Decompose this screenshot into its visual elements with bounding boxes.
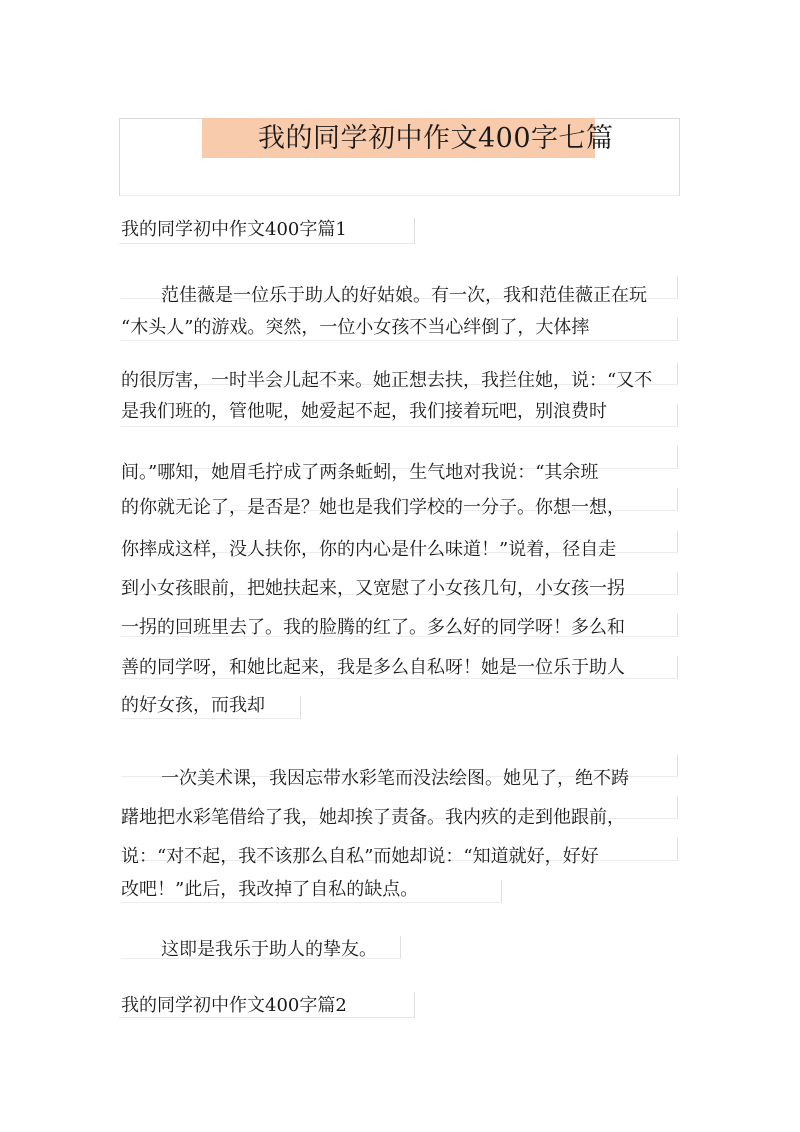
paragraph-line: 说：“对不起，我不该那么自私”而她却说：“知道就好，好好: [121, 846, 599, 867]
paragraph-line: 是我们班的，管他呢，她爱起不起，我们接着玩吧，别浪费时: [121, 401, 607, 422]
paragraph-line: 一次美术课，我因忘带水彩笔而没法绘图。她见了，绝不踌: [161, 768, 629, 789]
paragraph-line: 的很厉害，一时半会儿起不来。她正想去扶，我拦住她，说：“又不: [121, 370, 653, 391]
paragraph-line: 你摔成这样，没人扶你，你的内心是什么味道！”说着，径自走: [121, 539, 617, 560]
paragraph-line: 这即是我乐于助人的挚友。: [161, 939, 377, 960]
paragraph-line: 善的同学呀，和她比起来，我是多么自私呀！她是一位乐于助人: [121, 657, 625, 678]
section-heading-2: 我的同学初中作文400字篇2: [121, 995, 347, 1016]
paragraph-line: 的你就无论了，是否是？她也是我们学校的一分子。你想一想，: [121, 497, 625, 518]
paragraph-line: 间。”哪知，她眉毛拧成了两条蚯蚓，生气地对我说：“其余班: [121, 462, 599, 483]
paragraph-line: 的好女孩，而我却: [121, 695, 265, 716]
document-title: 我的同学初中作文400字七篇: [258, 123, 614, 154]
paragraph-line: 范佳薇是一位乐于助人的好姑娘。有一次，我和范佳薇正在玩: [161, 285, 647, 306]
paragraph-line: 躇地把水彩笔借给了我，她却挨了责备。我内疚的走到他跟前，: [121, 807, 625, 828]
paragraph-line: 改吧！”此后，我改掉了自私的缺点。: [121, 879, 419, 900]
section-heading-1: 我的同学初中作文400字篇1: [121, 219, 347, 240]
paragraph-line: “木头人”的游戏。突然，一位小女孩不当心绊倒了，大体摔: [121, 317, 590, 338]
paragraph-line: 到小女孩眼前，把她扶起来，又宽慰了小女孩几句，小女孩一拐: [121, 578, 625, 599]
paragraph-line: 一拐的回班里去了。我的脸腾的红了。多么好的同学呀！多么和: [121, 617, 625, 638]
